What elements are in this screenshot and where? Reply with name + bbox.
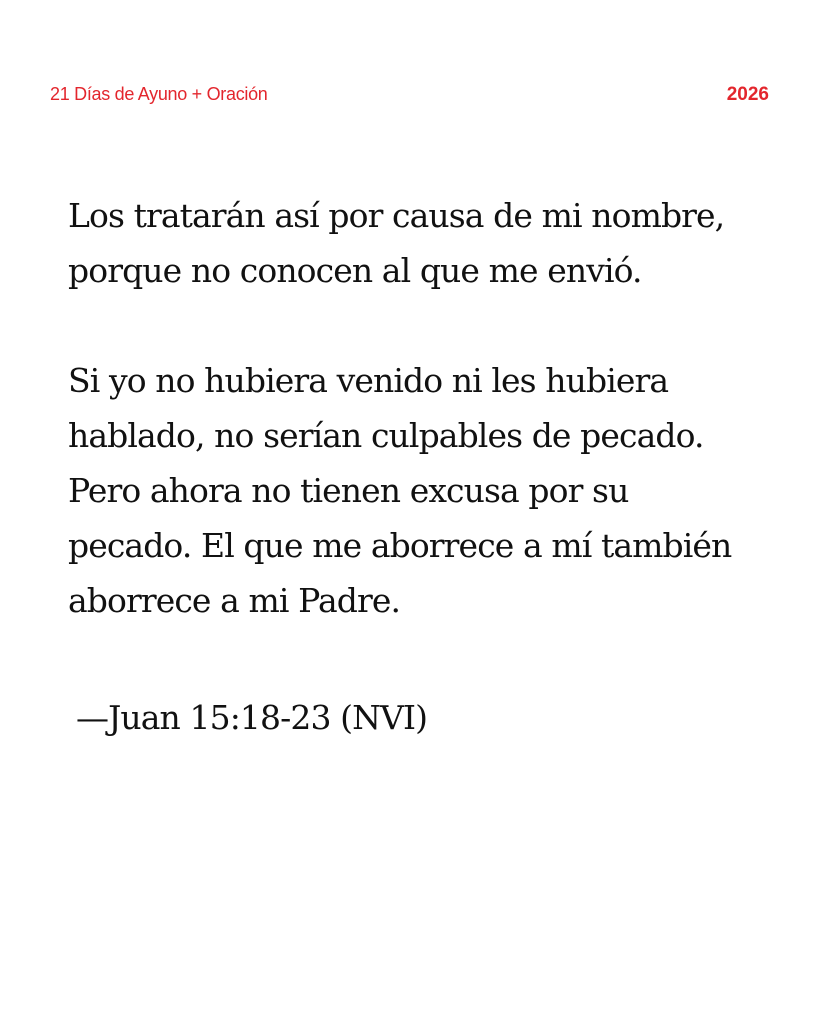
scripture-line: hablado, no serían culpables de pecado. [68, 416, 704, 455]
year-label: 2026 [726, 84, 769, 105]
scripture-line: Si yo no hubiera venido ni les hubiera [68, 361, 669, 400]
scripture-line: porque no conocen al que me envió. [68, 251, 642, 290]
scripture-paragraph-1 [68, 188, 788, 298]
scripture-paragraph-2 [68, 353, 788, 628]
scripture-line: aborrece a mi Padre. [68, 581, 401, 620]
scripture-line: Los tratarán así por causa de mi nombre, [68, 196, 725, 235]
series-title: 21 Días de Ayuno + Oración [50, 84, 268, 104]
scripture-citation: —Juan 15:18-23 (NVI) [76, 698, 428, 737]
scripture-line: pecado. El que me aborrece a mí también [68, 526, 732, 565]
scripture-line: Pero ahora no tienen excusa por su [68, 471, 629, 510]
